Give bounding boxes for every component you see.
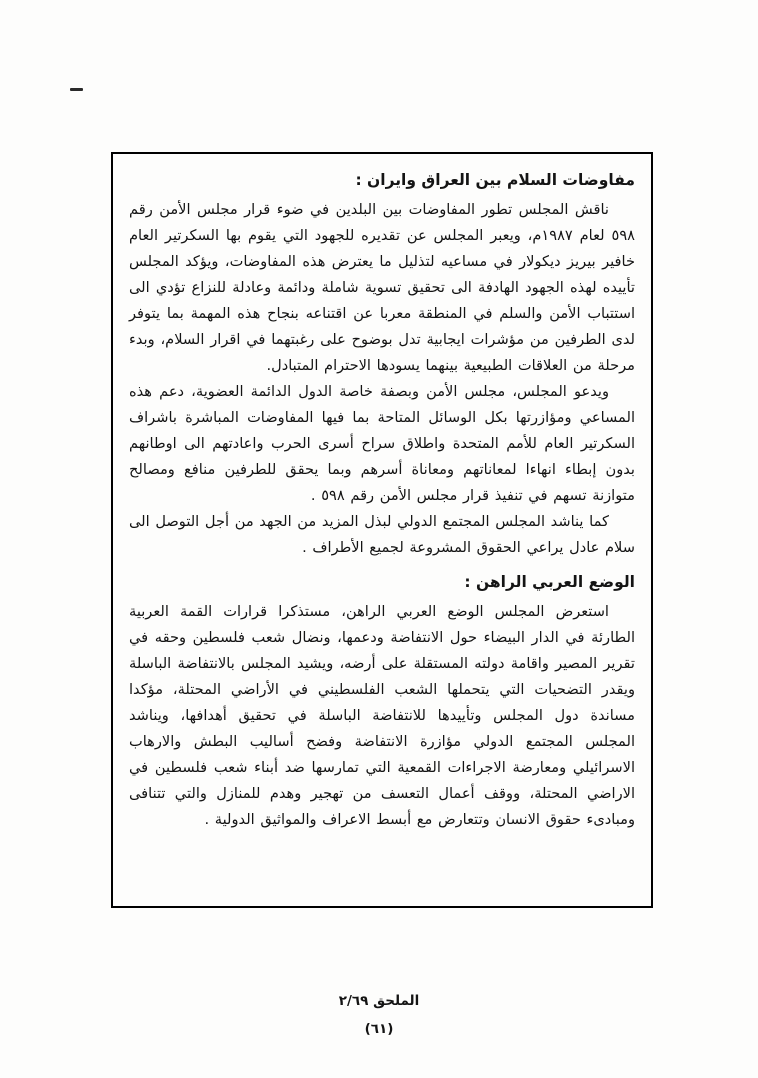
section-iraq-iran-negotiations — [129, 167, 635, 561]
document-border-frame — [111, 152, 653, 908]
section-heading-iraq-iran: مفاوضات السلام بين العراق وايران : — [355, 171, 635, 189]
section-heading-arab-situation: الوضع العربي الراهن : — [464, 573, 635, 591]
footer-annex-label: الملحق ٢/٦٩ — [338, 993, 420, 1009]
scan-artifact-mark — [70, 88, 83, 91]
paragraph: ويدعو المجلس، مجلس الأمن وبصفة خاصة الدول الدائمة العضوية، دعم هذه المساعي ومؤازرتها بكل الوسائل المتاحة بما فيها المفاوضات المباشرة باشراف السكرتير العام للأمم المتحدة واطلاق سراح أسرى الحرب واعادتهم الى اوطانهم بدون إبطاء انهاءا لمعاناتهم ومعاناة أسرهم وبما يحقق للطرفين منافع ومصالح متوازنة تسهم في تنفيذ قرار مجلس الأمن رقم ٥٩٨ . — [129, 383, 635, 504]
section-current-arab-situation — [129, 569, 635, 833]
page-footer — [0, 993, 758, 1037]
paragraph: استعرض المجلس الوضع العربي الراهن، مستذكرا قرارات القمة العربية الطارئة في الدار البيضاء حول الانتفاضة ودعمها، ونضال شعب فلسطين وحقه في تقرير المصير واقامة دولته المستقلة على أرضه، ويشيد المجلس بالانتفاضة الباسلة ويقدر التضحيات التي يتحملها الشعب الفلسطيني في الأراضي المحتلة، مؤكدا مساندة دول المجلس وتأييدها للانتفاضة الباسلة في تحقيق أهدافها، ويناشد المجلس المجتمع الدولي مؤازرة الانتفاضة وفضح أساليب البطش والارهاب الاسرائيلي ومعارضة الاجراءات القمعية التي تمارسها ضد أبناء شعب فلسطين في الاراضي المحتلة، ووقف أعمال التعسف من تهجير وهدم للمنازل والتي تتنافى ومبادىء حقوق الانسان وتتعارض مع أبسط الاعراف والمواثيق الدولية . — [129, 603, 635, 828]
paragraph: كما يناشد المجلس المجتمع الدولي لبذل المزيد من الجهد من أجل التوصل الى سلام عادل يراعي الحقوق المشروعة لجميع الأطراف . — [129, 513, 635, 556]
paragraph: ناقش المجلس تطور المفاوضات بين البلدين في ضوء قرار مجلس الأمن رقم ٥٩٨ لعام ١٩٨٧م، ويعبر المجلس عن تقديره للجهود التي يقوم بها السكرتير العام خافير بيريز ديكولار في مساعيه لتذليل ما يعترض هذه المفاوضات، ويؤكد المجلس تأييده لهذه الجهود الهادفة الى تحقيق تسوية شاملة ودائمة وعادلة للنزاع تؤدي الى استتباب الأمن والسلم في المنطقة معربا عن اقتناعه بنجاح هذه المهمة بما يتوفر لدى الطرفين من مؤشرات ايجابية تدل بوضوح على رغبتهما في اقرار السلام، وبدء مرحلة من العلاقات الطبيعية بينهما يسودها الاحترام المتبادل. — [129, 201, 635, 374]
footer-page-number: (٦١) — [364, 1021, 394, 1037]
